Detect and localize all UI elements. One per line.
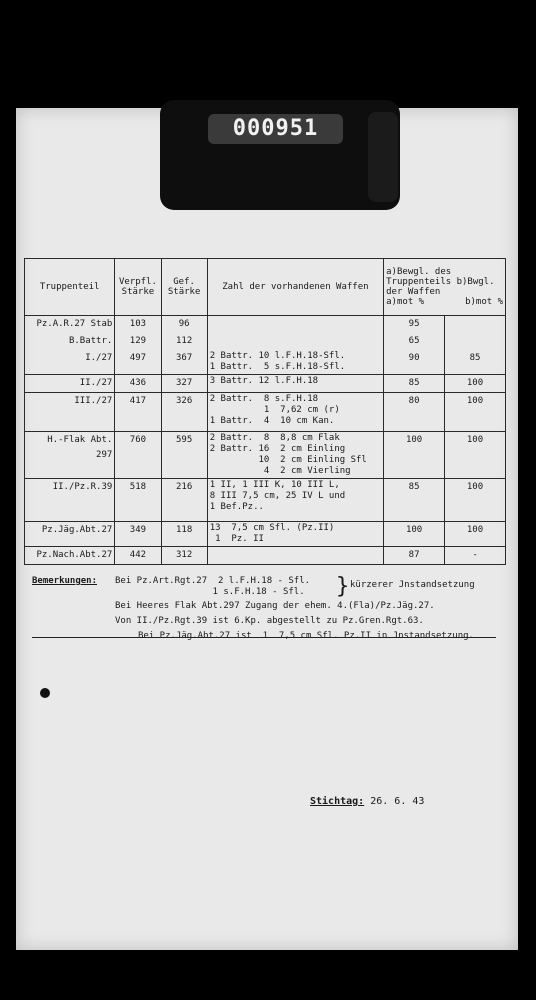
remarks-line1c: kürzerer Jnstandsetzung [350, 580, 475, 590]
stichtag-value: 26. 6. 43 [370, 796, 425, 807]
cell-b: 85 [445, 350, 506, 375]
punch-hole-mark [40, 688, 50, 698]
cell-weapons: 1 II, 1 III K, 10 III L, 8 III 7,5 cm, 25 IV L und 1 Bef.Pz.. [207, 479, 383, 522]
cell-weapons [207, 316, 383, 334]
cell-a: 85 [384, 479, 445, 522]
table-row [25, 350, 506, 375]
cell-a: 85 [384, 375, 445, 393]
header-mobility-title: a)Bewgl. des Truppenteils b)Bwgl. der Waffen [386, 267, 495, 297]
cell-b: 100 [445, 522, 506, 547]
cell-unit: II./27 [25, 375, 115, 393]
cell-strength: 436 [115, 375, 161, 393]
remarks-divider [32, 637, 496, 638]
header-weapons: Zahl der vorhandenen Waffen [207, 259, 383, 316]
table-row [25, 375, 506, 393]
cell-strength: 442 [115, 547, 161, 565]
table-row [25, 316, 506, 334]
cell-strength: 129 [115, 333, 161, 350]
brace-mark: } [336, 574, 350, 599]
cell-weapons: 13 7,5 cm Sfl. (Pz.II) 1 Pz. II [207, 522, 383, 547]
clip-knob [368, 112, 398, 202]
cell-combat: 327 [161, 375, 207, 393]
table-body [25, 316, 506, 565]
cell-unit: Pz.Jäg.Abt.27 [25, 522, 115, 547]
cell-combat: 312 [161, 547, 207, 565]
stichtag [310, 796, 424, 807]
cell-unit: H.-Flak Abt. 297 [25, 432, 115, 479]
cell-strength: 760 [115, 432, 161, 479]
strength-table [24, 258, 506, 565]
cell-strength: 497 [115, 350, 161, 375]
cell-a: 90 [384, 350, 445, 375]
remarks-label: Bemerkungen: [32, 576, 98, 586]
cell-weapons: 3 Battr. 12 l.F.H.18 [207, 375, 383, 393]
table-row [25, 333, 506, 350]
frame-counter: 000951 [208, 114, 343, 144]
cell-weapons [207, 333, 383, 350]
cell-a: 65 [384, 333, 445, 350]
cell-combat: 326 [161, 393, 207, 432]
remarks-line3: Von II./Pz.Rgt.39 ist 6.Kp. abgestellt zu Pz.Gren.Rgt.63. [115, 616, 424, 626]
cell-unit: Pz.Nach.Abt.27 [25, 547, 115, 565]
header-unit: Truppenteil [25, 259, 115, 316]
cell-b [445, 333, 506, 350]
remarks-line2: Bei Heeres Flak Abt.297 Zugang der ehem. 4.(Fla)/Pz.Jäg.27. [115, 601, 435, 611]
cell-strength: 349 [115, 522, 161, 547]
cell-combat: 118 [161, 522, 207, 547]
cell-combat: 367 [161, 350, 207, 375]
table-header [25, 259, 506, 316]
cell-unit: B.Battr. [25, 333, 115, 350]
cell-b: 100 [445, 479, 506, 522]
cell-strength: 417 [115, 393, 161, 432]
cell-a: 95 [384, 316, 445, 334]
cell-strength: 103 [115, 316, 161, 334]
cell-b: - [445, 547, 506, 565]
remarks-line4: Bei Pz.Jäg.Abt.27 ist 1 7,5 cm Sfl. Pz.II in Jnstandsetzung. [138, 631, 474, 641]
remarks-line1b: 1 s.F.H.18 - Sfl. [115, 587, 305, 597]
cell-b: 100 [445, 375, 506, 393]
header-strength: Verpfl. Stärke [115, 259, 161, 316]
cell-unit: II./Pz.R.39 [25, 479, 115, 522]
cell-weapons: 2 Battr. 8 8,8 cm Flak 2 Battr. 16 2 cm Einling 10 2 cm Einling Sfl 4 2 cm Vierling [207, 432, 383, 479]
table-row [25, 393, 506, 432]
cell-unit: Pz.A.R.27 Stab [25, 316, 115, 334]
remarks-line1a: Bei Pz.Art.Rgt.27 2 l.F.H.18 - Sfl. [115, 576, 311, 586]
cell-unit: III./27 [25, 393, 115, 432]
cell-a: 100 [384, 432, 445, 479]
stichtag-label: Stichtag: [310, 796, 365, 807]
table-row [25, 432, 506, 479]
cell-combat: 595 [161, 432, 207, 479]
cell-combat: 112 [161, 333, 207, 350]
cell-weapons: 2 Battr. 10 l.F.H.18-Sfl. 1 Battr. 5 s.F.H.18-Sfl. [207, 350, 383, 375]
header-mobility [384, 259, 506, 316]
cell-combat: 216 [161, 479, 207, 522]
header-mob-b: b)mot % [465, 297, 503, 307]
cell-weapons: 2 Battr. 8 s.F.H.18 1 7,62 cm (r) 1 Battr. 4 10 cm Kan. [207, 393, 383, 432]
cell-b: 100 [445, 432, 506, 479]
cell-a: 87 [384, 547, 445, 565]
cell-b [445, 316, 506, 334]
table-row [25, 479, 506, 522]
table-row [25, 547, 506, 565]
cell-weapons [207, 547, 383, 565]
header-combat: Gef. Stärke [161, 259, 207, 316]
cell-a: 100 [384, 522, 445, 547]
header-mob-a: a)mot % [386, 297, 425, 307]
cell-a: 80 [384, 393, 445, 432]
table-row [25, 522, 506, 547]
cell-combat: 96 [161, 316, 207, 334]
cell-unit: I./27 [25, 350, 115, 375]
cell-strength: 518 [115, 479, 161, 522]
cell-b: 100 [445, 393, 506, 432]
